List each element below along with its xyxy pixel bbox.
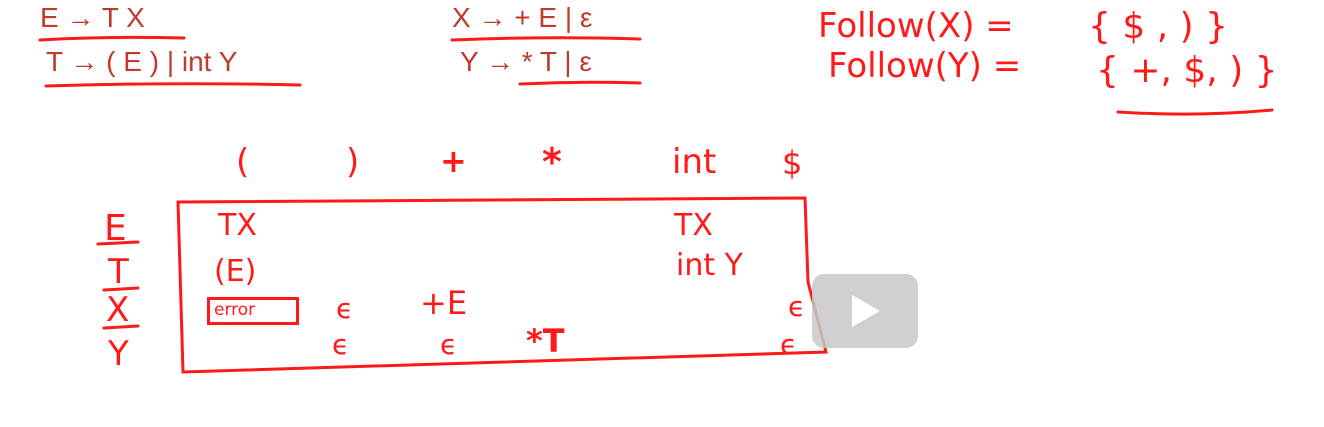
column-header-int: int: [672, 142, 717, 182]
cell-x-rparen: ϵ: [336, 292, 354, 325]
row-header-t: T: [108, 252, 129, 292]
grammar-rule-x: X → + E | ε: [452, 2, 593, 33]
row-header-x: X: [106, 290, 130, 330]
underline-rule-x: [452, 38, 640, 40]
underline-follow-y-set: [1118, 110, 1272, 114]
parse-table-outline: [178, 198, 826, 372]
underline-rule-t: [46, 84, 300, 86]
column-header-lparen: (: [236, 142, 250, 182]
grammar-rule-t: T → ( E ) | int Y: [46, 46, 238, 77]
grammar-rule-y: Y → * T | ε: [460, 46, 592, 77]
row-header-y: Y: [108, 334, 129, 374]
cell-y-plus: ϵ: [440, 328, 458, 361]
follow-y-label: Follow(Y) =: [828, 46, 1022, 86]
column-header-rparen: ): [346, 142, 360, 182]
underline-rule-y: [520, 82, 640, 84]
follow-x-set: { $ , ) }: [1088, 6, 1228, 47]
follow-y-set: { +, $, ) }: [1096, 50, 1278, 91]
row-header-e: E: [104, 208, 127, 249]
column-header-star: *: [542, 140, 562, 184]
cell-y-dollar: ϵ: [780, 328, 798, 361]
cell-e-lparen: TX: [218, 208, 257, 243]
column-header-plus: +: [440, 142, 467, 180]
play-icon: [852, 295, 880, 327]
cell-x-plus: +E: [420, 284, 468, 322]
cell-x-dollar: ϵ: [788, 290, 806, 323]
cell-t-int: int Y: [676, 248, 743, 283]
underline-rule-e: [40, 37, 184, 40]
grammar-rule-e: E → T X: [40, 2, 145, 33]
cell-y-star: *T: [526, 322, 565, 360]
video-play-button[interactable]: [812, 274, 918, 348]
column-header-dollar: $: [782, 144, 803, 182]
cell-t-lparen: (E): [214, 254, 257, 289]
cell-y-rparen: ϵ: [332, 328, 350, 361]
cell-x-lparen-error: error: [207, 297, 299, 325]
follow-x-label: Follow(X) =: [818, 6, 1014, 46]
cell-e-int: TX: [674, 208, 713, 243]
